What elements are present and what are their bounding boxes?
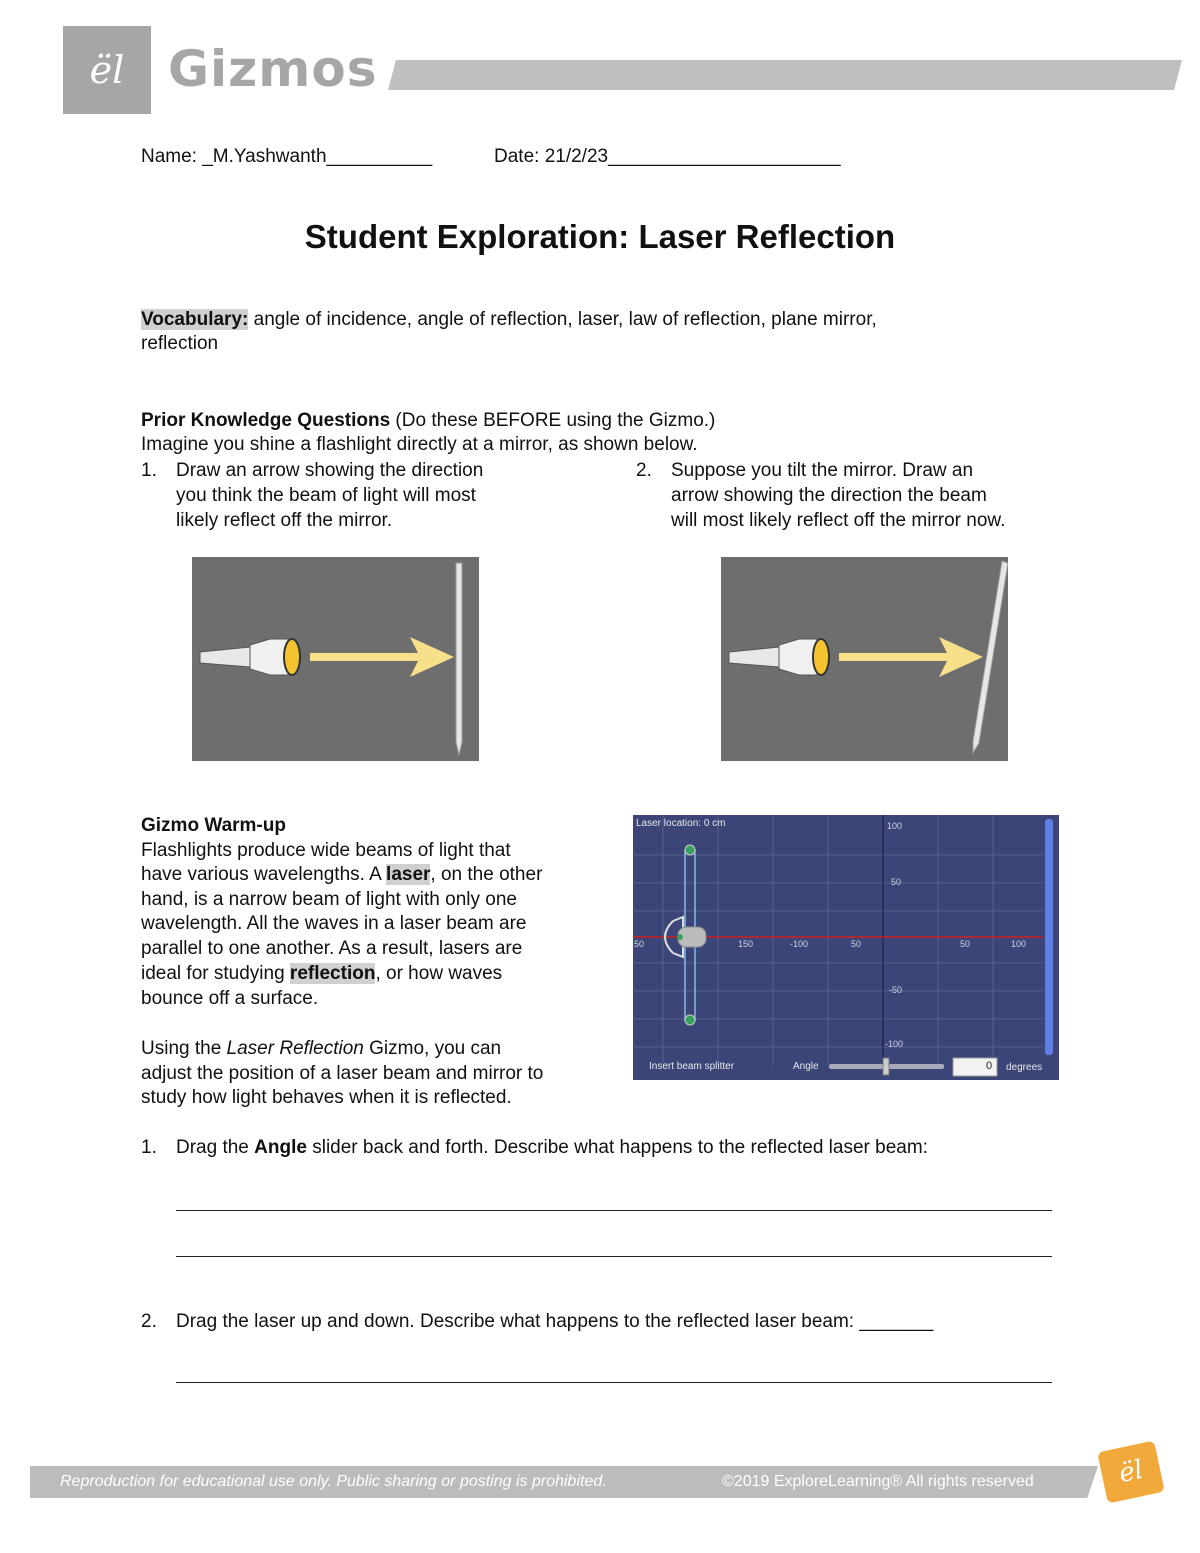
explorelearning-logo-icon: ël — [89, 48, 125, 92]
angle-value: 0 — [986, 1060, 993, 1072]
flashlight-icon — [200, 639, 300, 675]
name-line: Name: _M.Yashwanth__________ — [141, 146, 433, 167]
pk-q1-line: you think the beam of light will most — [176, 485, 476, 506]
flashlight-straight-mirror-figure — [192, 557, 479, 761]
warmup-text: Gizmo, you can — [363, 1038, 502, 1059]
page-title: Student Exploration: Laser Reflection — [304, 218, 896, 255]
prior-knowledge-note: (Do these BEFORE using the Gizmo.) — [390, 410, 716, 431]
y-tick-label: -100 — [885, 1039, 904, 1049]
pk-q2-number: 2. — [636, 460, 652, 481]
date-line: Date: 21/2/23______________________ — [494, 146, 841, 167]
gizmo-name: Laser Reflection — [226, 1038, 364, 1059]
warmup-heading: Gizmo Warm-up — [141, 815, 286, 836]
question-text: Drag the — [176, 1137, 255, 1158]
vocabulary-label: Vocabulary: — [141, 309, 249, 330]
x-tick-label: 50 — [634, 939, 645, 949]
insert-beam-splitter-button[interactable]: Insert beam splitter — [649, 1061, 735, 1072]
warmup-line — [141, 961, 502, 986]
answer-line[interactable] — [176, 1256, 1052, 1257]
warmup-text: , or how waves — [375, 963, 503, 984]
laser-handle[interactable] — [665, 845, 706, 1025]
vocab-term-laser: laser — [386, 864, 431, 885]
warmup-text: , on the other — [430, 864, 543, 885]
pk-q2-line: arrow showing the direction the beam — [671, 485, 987, 506]
question-1-number: 1. — [141, 1137, 157, 1158]
angle-slider[interactable] — [829, 1058, 944, 1075]
warmup-line: hand, is a narrow beam of light with only one — [141, 889, 517, 910]
laser-location-readout: Laser location: 0 cm — [636, 818, 726, 829]
warmup-line: adjust the position of a laser beam and mirror to — [141, 1063, 544, 1084]
footer-disclaimer: Reproduction for educational use only. Public sharing or posting is prohibited. — [60, 1473, 607, 1490]
question-1-text — [176, 1135, 928, 1160]
mirror-icon — [456, 563, 462, 755]
x-tick-label: 150 — [738, 939, 754, 949]
warmup-text: have various wavelengths. A — [141, 864, 387, 885]
y-tick-label: 50 — [891, 877, 902, 887]
pk-q2-line: Suppose you tilt the mirror. Draw an — [671, 460, 974, 481]
brand-title: Gizmos — [168, 40, 378, 98]
vocabulary-line-1 — [141, 307, 877, 332]
gizmo-screenshot — [633, 815, 1059, 1080]
degrees-label: degrees — [1006, 1062, 1043, 1073]
warmup-line — [141, 1036, 501, 1061]
warmup-line: bounce off a surface. — [141, 988, 319, 1009]
angle-label: Angle — [793, 1061, 819, 1072]
flashlight-icon — [729, 639, 829, 675]
vocab-term-reflection: reflection — [289, 963, 376, 984]
answer-line[interactable] — [176, 1210, 1052, 1211]
warmup-line: study how light behaves when it is reflected. — [141, 1087, 512, 1108]
y-tick-label: 100 — [887, 821, 903, 831]
prior-knowledge-heading-line — [141, 408, 715, 433]
vocabulary-terms: angle of incidence, angle of reflection, laser, law of reflection, plane mirror, — [248, 309, 877, 330]
y-tick-label: -50 — [889, 985, 903, 995]
question-2-text: Drag the laser up and down. Describe what happens to the reflected laser beam: _______ — [176, 1311, 934, 1332]
x-tick-label: -100 — [790, 939, 809, 949]
warmup-text: Using the — [141, 1038, 227, 1059]
pk-q1-line: likely reflect off the mirror. — [176, 510, 393, 531]
light-arrow-icon — [839, 637, 983, 677]
prior-knowledge-intro: Imagine you shine a flashlight directly at a mirror, as shown below. — [141, 434, 698, 455]
warmup-line: parallel to one another. As a result, lasers are — [141, 938, 523, 959]
explorelearning-footer-logo-icon: ël — [1097, 1441, 1165, 1504]
prior-knowledge-heading: Prior Knowledge Questions — [141, 410, 391, 431]
pk-q1-line: Draw an arrow showing the direction — [176, 460, 484, 481]
light-arrow-icon — [310, 637, 454, 677]
warmup-text: ideal for studying — [141, 963, 290, 984]
mirror-bar — [1045, 819, 1053, 1055]
flashlight-tilted-mirror-figure — [721, 557, 1008, 761]
header-bar — [388, 60, 1182, 90]
x-tick-label: 50 — [960, 939, 971, 949]
angle-term: Angle — [254, 1137, 307, 1158]
vocabulary-line-2: reflection — [141, 333, 219, 354]
x-tick-label: 50 — [851, 939, 862, 949]
gizmo-grid — [633, 815, 1059, 1080]
footer-copyright: ©2019 ExploreLearning® All rights reserved — [722, 1473, 1034, 1490]
question-text: slider back and forth. Describe what happens to the reflected laser beam: — [306, 1137, 928, 1158]
warmup-line: wavelength. All the waves in a laser beam are — [141, 913, 527, 934]
question-2-number: 2. — [141, 1311, 157, 1332]
pk-q1-number: 1. — [141, 460, 157, 481]
pk-q2-line: will most likely reflect off the mirror now. — [671, 510, 1006, 531]
answer-line[interactable] — [176, 1382, 1052, 1383]
warmup-line: Flashlights produce wide beams of light that — [141, 840, 511, 861]
warmup-line — [141, 862, 542, 887]
x-tick-label: 100 — [1011, 939, 1027, 949]
